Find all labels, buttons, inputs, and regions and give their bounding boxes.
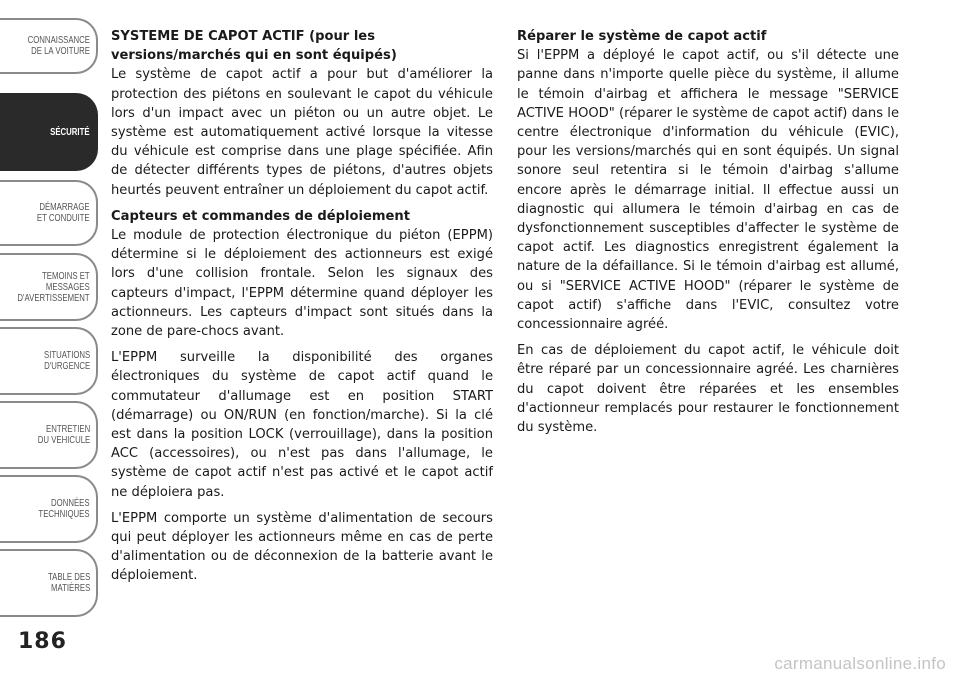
tab-situations-urgence[interactable] [0,327,98,395]
chapter-tabs [0,0,102,640]
tab-label: DONNÉES TECHNIQUES [38,498,90,520]
right-column [517,27,899,444]
tab-label: SÉCURITÉ [50,126,90,138]
tab-connaissance-voiture[interactable] [0,18,98,74]
tab-label: ENTRETIEN DU VEHICULE [37,424,90,446]
paragraph: L'EPPM surveille la disponibilité des organes électroniques du système de capot actif quand le commutateur d'allumage est en position START (démarrage) ou ON/RUN (en fonction/marche). Si la clé est dans la position LOCK (verrouillage), dans la position ACC (accessoires), ou n'est pas dans l'allumage, le système de capot actif n'est pas activé et le capot actif ne déploiera pas. [111,350,493,500]
tab-securite[interactable] [0,93,98,171]
tab-entretien-vehicule[interactable] [0,401,98,469]
section-heading-capot-actif: SYSTEME DE CAPOT ACTIF (pour les versions/marchés qui en sont équipés) [111,29,397,64]
tab-demarrage-conduite[interactable] [0,180,98,246]
tab-label: SITUATIONS D'URGENCE [43,350,90,372]
tab-donnees-techniques[interactable] [0,475,98,543]
paragraph: Le module de protection électronique du piéton (EPPM) détermine si le déploiement des actionneurs est exigé lors d'une collision frontale. Selon les signaux des capteurs d'impact, l'EPPM détermine quand déployer les actionneurs. Les capteurs d'impact sont situés dans la zone de pare-chocs avant. [111,228,493,340]
paragraph: En cas de déploiement du capot actif, le véhicule doit être réparé par un concessionnaire agréé. Les charnières du capot doivent être réparées et les ensembles d'actionneur remplacés pour restaurer le fonctionnement du système. [517,343,899,436]
left-column [111,27,493,593]
section-heading-capteurs: Capteurs et commandes de déploiement [111,208,410,224]
tab-temoins-messages[interactable] [0,253,98,321]
section-heading-reparer: Réparer le système de capot actif [517,29,767,44]
paragraph: Si l'EPPM a déployé le capot actif, ou s'il détecte une panne dans n'importe quelle pièce du système, il allume le témoin d'airbag et affichera le message "SERVICE ACTIVE HOOD" (réparer le système de capot actif) dans le centre électronique d'information du véhicule (EVIC), pour les versions/marchés qui en sont équipés. Un signal sonore seul retentira si le témoin d'airbag s'allume encore après le démarrage initial. Il effectue aussi un diagnostic qui allumera le témoin d'airbag en cas de dysfonctionnement susceptibles d'affecter le système de capot actif. Les diagnostics enregistrent également la nature de la défaillance. Si le témoin d'airbag est allumé, ou si "SERVICE ACTIVE HOOD" (réparer le système de capot actif) s'affiche dans l'EVIC, consultez votre concessionnaire agréé. [517,48,899,333]
paragraph: L'EPPM comporte un système d'alimentation de secours qui peut déployer les actionneurs même en cas de perte d'alimentation ou de déconnexion de la batterie avant le déploiement. [111,510,493,584]
watermark: carmanualsonline.info [774,654,946,673]
tab-label: DÉMARRAGE ET CONDUITE [37,202,90,224]
tab-label: TEMOINS ET MESSAGES D'AVERTISSEMENT [17,270,90,304]
tab-label: TABLE DES MATIÈRES [47,572,90,594]
tab-table-matieres[interactable] [0,549,98,617]
page-number: 186 [18,629,67,654]
tab-label: CONNAISSANCE DE LA VOITURE [27,35,90,57]
paragraph: Le système de capot actif a pour but d'améliorer la protection des piétons en soulevant le capot du véhicule lors d'un impact avec un piéton ou un autre objet. Le système est automatiquement activé lorsque la vitesse du véhicule est comprise dans une plage spécifiée. Afin de détecter différents types de piétons, d'autres objets heurtés peuvent entraîner un déploiement du capot actif. [111,67,493,198]
